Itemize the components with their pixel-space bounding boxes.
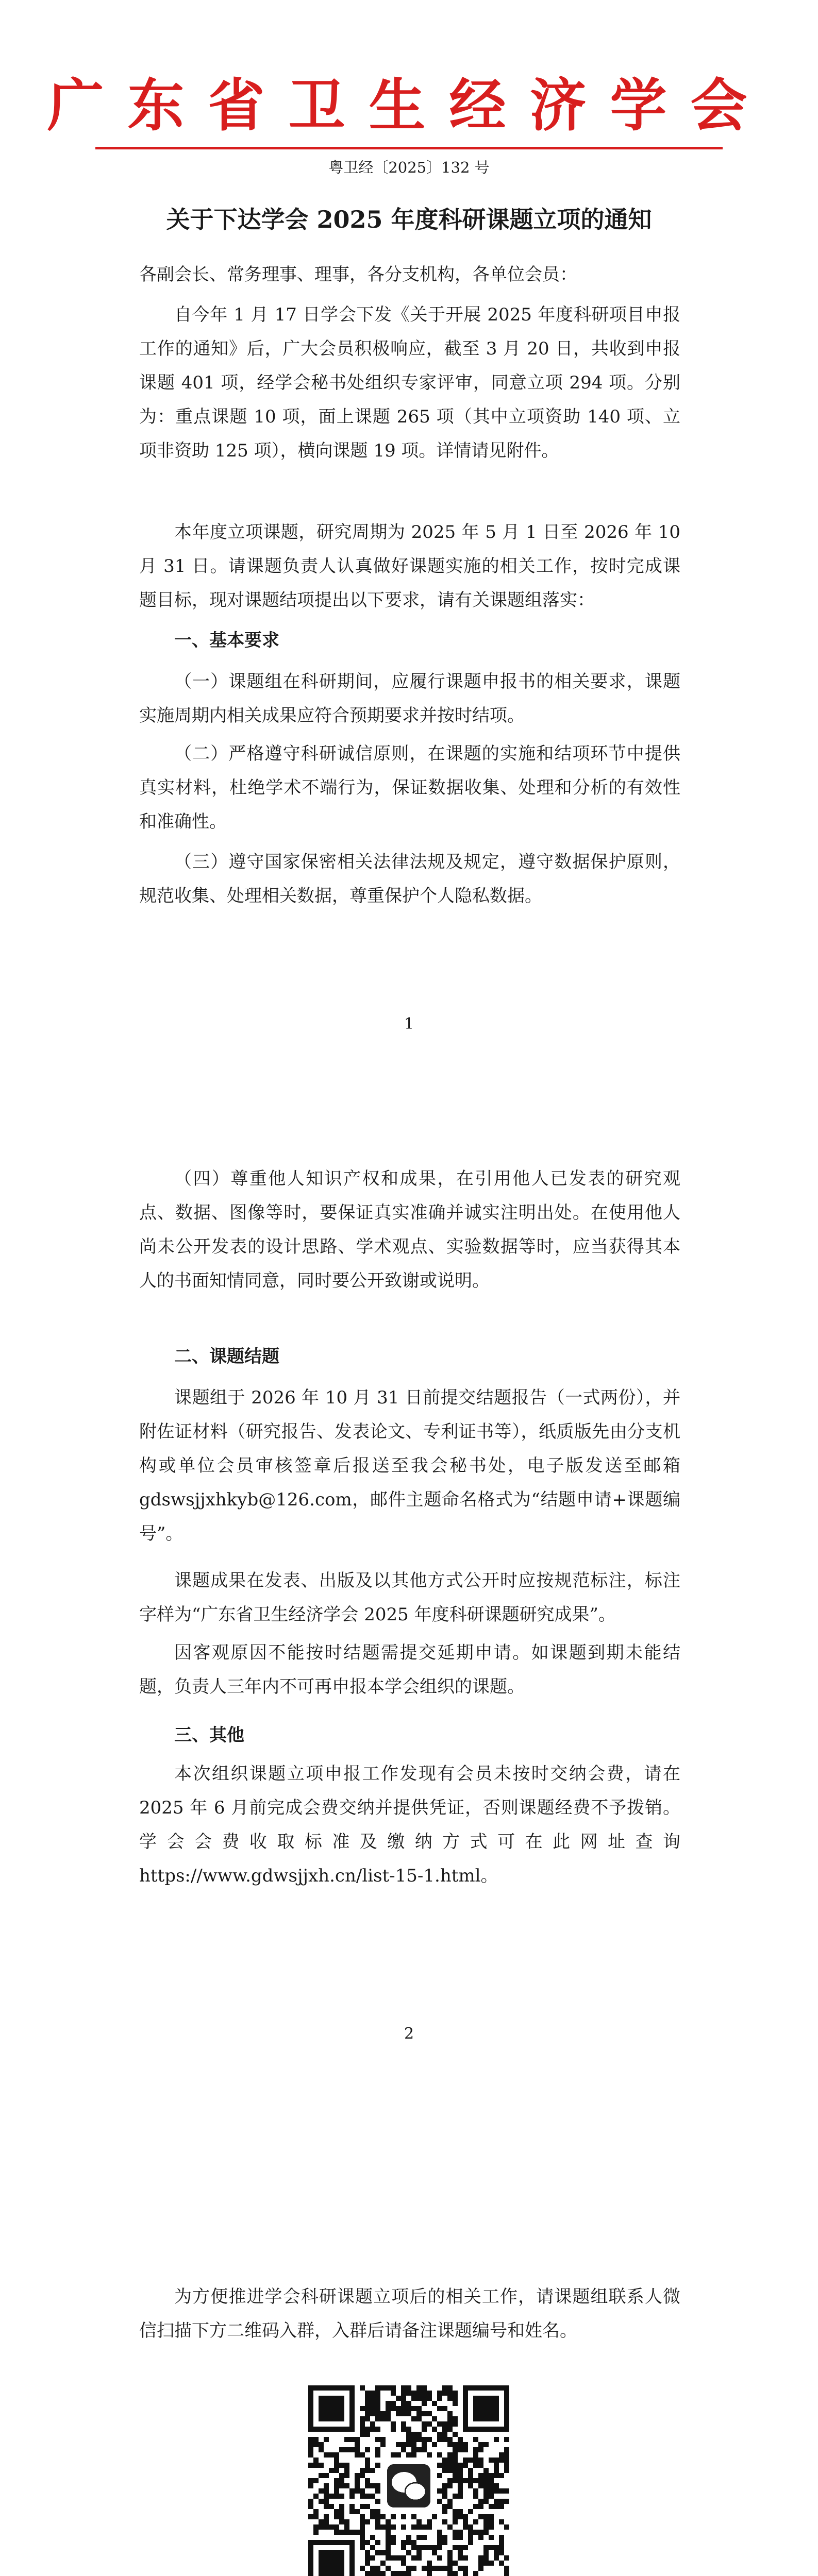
- closing-paragraph-3: 因客观原因不能按时结题需提交延期申请。如课题到期未能结题，负责人三年内不可再申报本学会组织的课题。: [139, 1642, 680, 1697]
- requirement-1: （一）课题组在科研期间，应履行课题申报书的相关要求，课题实施周期内相关成果应符合预期要求并按时结项。: [139, 671, 680, 726]
- requirement-2: （二）严格遵守科研诚信原则，在课题的实施和结项环节中提供真实材料，杜绝学术不端行为，保证数据收集、处理和分析的有效性和准确性。: [139, 743, 680, 832]
- page-number-1: 1: [404, 1015, 414, 1033]
- section-heading-other: 三、其他: [174, 1725, 244, 1745]
- notice-title: 关于下达学会 2025 年度科研课题立项的通知: [166, 206, 652, 233]
- closing-paragraph-2: 课题成果在发表、出版及以其他方式公开时应按规范标注，标注字样为“广东省卫生经济学会 2025 年度科研课题研究成果”。: [139, 1570, 680, 1625]
- period-paragraph: 本年度立项课题，研究周期为 2025 年 5 月 1 日至 2026 年 10 月 31 日。请课题负责人认真做好课题实施的相关工作，按时完成课题目标，现对课题结项提出以下要求，请有关课题组落实：: [139, 522, 680, 611]
- org-letterhead-title: 广东省卫生经济学会: [47, 72, 771, 139]
- salutation: 各副会长、常务理事、理事，各分支机构，各单位会员：: [139, 264, 577, 285]
- section-heading-basic-requirements: 一、基本要求: [174, 630, 279, 651]
- page-number-2: 2: [404, 2025, 414, 2043]
- section-heading-closing: 二、课题结题: [174, 1346, 279, 1367]
- wechat-logo-icon: [383, 2460, 435, 2512]
- letterhead-red-rule: [95, 147, 723, 149]
- other-paragraph: 本次组织课题立项申报工作发现有会员未按时交纳会费，请在 2025 年 6 月前完成会费交纳并提供凭证，否则课题经费不予拨销。学会会费收取标准及缴纳方式可在此网址查询 https://www.gdwsjjxh.cn/list-15-1.html。: [139, 1764, 680, 1886]
- intro-paragraph: 自今年 1 月 17 日学会下发《关于开展 2025 年度科研项目申报工作的通知》后，广大会员积极响应，截至 3 月 20 日，共收到申报课题 401 项，经学会秘书处组织专家评审，同意立项 294 项。分别为：重点课题 10 项，面上课题 265 项（其中立项资助 140 项、立项非资助 125 项），横向课题 19 项。详情请见附件。: [139, 304, 680, 461]
- closing-paragraph-1: 课题组于 2026 年 10 月 31 日前提交结题报告（一式两份），并附佐证材料（研究报告、发表论文、专利证书等），纸质版先由分支机构或单位会员审核签章后报送至我会秘书处，电子版发送至邮箱 gdswsjjxhkyb@126.com，邮件主题命名格式为“结题申请+课题编号”。: [139, 1387, 680, 1544]
- requirement-4: （四）尊重他人知识产权和成果，在引用他人已发表的研究观点、数据、图像等时，要保证真实准确并诚实注明出处。在使用他人尚未公开发表的设计思路、学术观点、实验数据等时，应当获得其本人的书面知情同意，同时要公开致谢或说明。: [139, 1168, 680, 1291]
- document-number: 粤卫经〔2025〕132 号: [328, 159, 490, 176]
- wechat-group-qr-code: [303, 2380, 514, 2576]
- wechat-paragraph: 为方便推进学会科研课题立项后的相关工作，请课题组联系人微信扫描下方二维码入群，入群后请备注课题编号和姓名。: [139, 2286, 680, 2341]
- requirement-3: （三）遵守国家保密相关法律法规及规定，遵守数据保护原则，规范收集、处理相关数据，尊重保护个人隐私数据。: [139, 852, 680, 906]
